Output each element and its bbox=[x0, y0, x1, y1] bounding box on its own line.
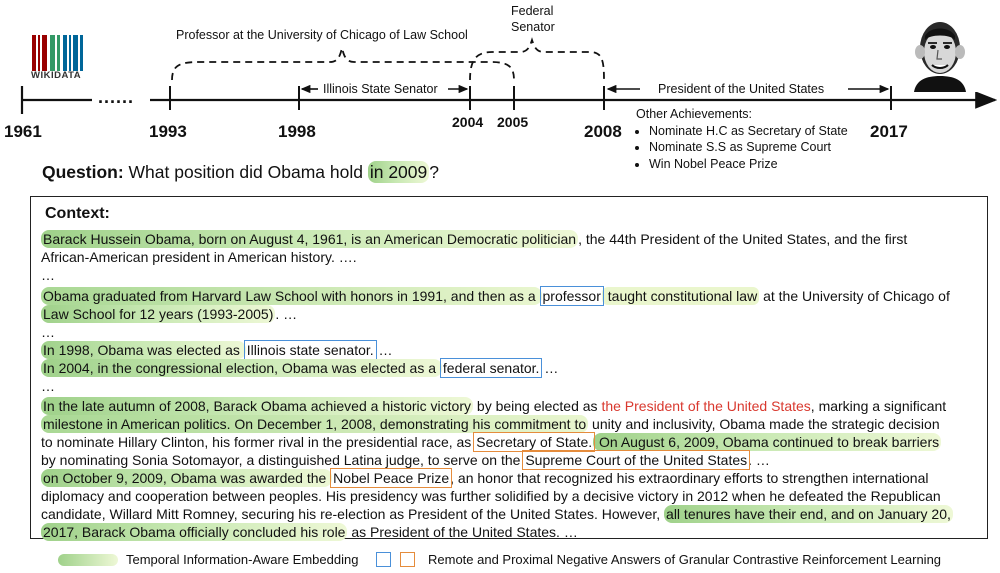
context-text: candidate, Willard Mitt Romney, securing his re-election as President of the United States. However, bbox=[41, 506, 665, 522]
context-line bbox=[41, 451, 770, 469]
wikidata-logo-text: WIKIDATA bbox=[31, 70, 82, 81]
correct-answer: the President of the United States bbox=[601, 398, 811, 414]
federal-answer-box: federal senator. bbox=[442, 360, 540, 376]
context-title: Context: bbox=[45, 205, 110, 222]
supreme-court-answer-box: Supreme Court of the United States bbox=[525, 452, 748, 468]
context-text: diplomacy and cooperation between peoples. His presidency was further solidified by a decisive victory in 2012 when he defeated the Republican bbox=[41, 488, 941, 504]
legend-gradient-swatch bbox=[58, 554, 118, 566]
legend-gradient-label: Temporal Information-Aware Embedding bbox=[126, 552, 359, 567]
temporal-highlight: In 2004, in the congressional election, Obama was elected as a bbox=[43, 360, 440, 376]
legend bbox=[0, 548, 1000, 573]
temporal-highlight: 2017, Barack Obama officially concluded his role bbox=[43, 524, 346, 540]
timeline-ellipsis: ...... bbox=[98, 87, 135, 107]
context-text: African-American president in American history. …. bbox=[41, 249, 357, 265]
legend-blue-box bbox=[376, 552, 391, 567]
temporal-highlight: On August 6, 2009, Obama continued to break barriers bbox=[595, 434, 940, 450]
question-label: Question: bbox=[42, 162, 124, 182]
temporal-highlight: Barack Hussein Obama, born on August 4, 1961, is an American Democratic politician bbox=[43, 231, 577, 247]
other-achievements bbox=[636, 106, 848, 172]
temporal-highlight: Law School for 12 years (1993-2005) bbox=[43, 306, 274, 322]
context-line bbox=[41, 305, 297, 323]
context-line bbox=[41, 359, 558, 377]
context-text: … bbox=[540, 360, 559, 376]
professor-label: Professor at the University of Chicago of Law School bbox=[176, 28, 468, 42]
context-line bbox=[41, 341, 393, 359]
achievement-item: • Win Nobel Peace Prize bbox=[649, 156, 848, 173]
legend-boxes-label: Remote and Proximal Negative Answers of Granular Contrastive Reinforcement Learning bbox=[428, 552, 942, 567]
question bbox=[42, 162, 439, 183]
context-text: at the University of Chicago of bbox=[759, 288, 950, 304]
year-2004: 2004 bbox=[452, 114, 484, 130]
temporal-highlight: on October 9, 2009, Obama was awarded the bbox=[43, 470, 331, 486]
temporal-highlight: milestone in American politics. On December 1, 2008, demonstrating his commitment to bbox=[43, 416, 587, 432]
professor-answer-box: professor bbox=[542, 288, 601, 304]
temporal-highlight: In 1998, Obama was elected as bbox=[43, 342, 244, 358]
illinois-senator-label: Illinois State Senator bbox=[323, 82, 438, 96]
context-line bbox=[41, 230, 907, 248]
context-ellipsis: … bbox=[41, 324, 55, 340]
context-line bbox=[41, 415, 940, 433]
context-line bbox=[41, 505, 953, 523]
president-label: President of the United States bbox=[658, 82, 825, 96]
context-line bbox=[41, 487, 941, 505]
federal-senator-bracket bbox=[470, 40, 604, 80]
year-2017: 2017 bbox=[870, 122, 908, 141]
temporal-highlight: Obama graduated from Harvard Law School with honors in 1991, and then as a bbox=[43, 288, 540, 304]
nobel-answer-box: Nobel Peace Prize bbox=[333, 470, 450, 486]
context-text: , the 44th President of the United States, and the first bbox=[578, 231, 908, 247]
question-end: ? bbox=[429, 162, 439, 182]
context-text: by being elected as bbox=[473, 398, 602, 414]
context-text: to nominate Hillary Clinton, his former rival in the presidential race, as bbox=[41, 434, 476, 450]
context-text: … bbox=[374, 342, 393, 358]
year-1998: 1998 bbox=[278, 122, 316, 141]
context-text: , marking a significant bbox=[810, 398, 947, 414]
year-2005: 2005 bbox=[497, 114, 529, 130]
secretary-answer-box: Secretary of State. bbox=[476, 434, 593, 450]
question-time-highlight: in 2009 bbox=[369, 162, 428, 182]
professor-bracket bbox=[172, 48, 514, 80]
question-text: What position did Obama hold bbox=[123, 162, 368, 182]
context-ellipsis: … bbox=[41, 378, 55, 394]
achievements-title: Other Achievements: bbox=[636, 107, 753, 121]
obama-portrait-icon bbox=[900, 14, 980, 92]
context-text: by nominating Sonia Sotomayor, a distinguished Latina judge, to serve on the bbox=[41, 452, 525, 468]
context-text: as President of the United States. … bbox=[347, 524, 578, 540]
context-text: . … bbox=[275, 306, 298, 322]
context-line bbox=[41, 397, 946, 415]
context-text: . … bbox=[748, 452, 770, 468]
context-line bbox=[41, 248, 357, 266]
context-text: , an honor that recognized his extraordinary efforts to strengthen international bbox=[450, 470, 929, 486]
context-line bbox=[41, 433, 941, 451]
year-2008: 2008 bbox=[584, 122, 622, 141]
federal-senator-label-line1: Federal bbox=[511, 4, 554, 18]
year-1993: 1993 bbox=[149, 122, 187, 141]
illinois-answer-box: Illinois state senator. bbox=[246, 342, 374, 358]
context-text: unity and inclusivity, Obama made the strategic decision bbox=[588, 416, 940, 432]
context-line bbox=[41, 469, 929, 487]
federal-senator-label-line2: Senator bbox=[511, 20, 555, 34]
year-1961: 1961 bbox=[4, 122, 42, 141]
temporal-highlight: all tenures have their end, and on January 20, bbox=[666, 506, 951, 522]
context-line bbox=[41, 523, 578, 541]
context-box bbox=[30, 196, 988, 539]
legend-orange-box bbox=[400, 552, 415, 567]
temporal-highlight: taught constitutional law bbox=[603, 288, 758, 304]
context-ellipsis: … bbox=[41, 267, 55, 283]
achievement-item: • Nominate H.C as Secretary of State bbox=[649, 123, 848, 140]
achievement-item: • Nominate S.S as Supreme Court bbox=[649, 139, 848, 156]
temporal-highlight: In the late autumn of 2008, Barack Obama achieved a historic victory bbox=[43, 398, 472, 414]
context-line bbox=[41, 287, 950, 305]
